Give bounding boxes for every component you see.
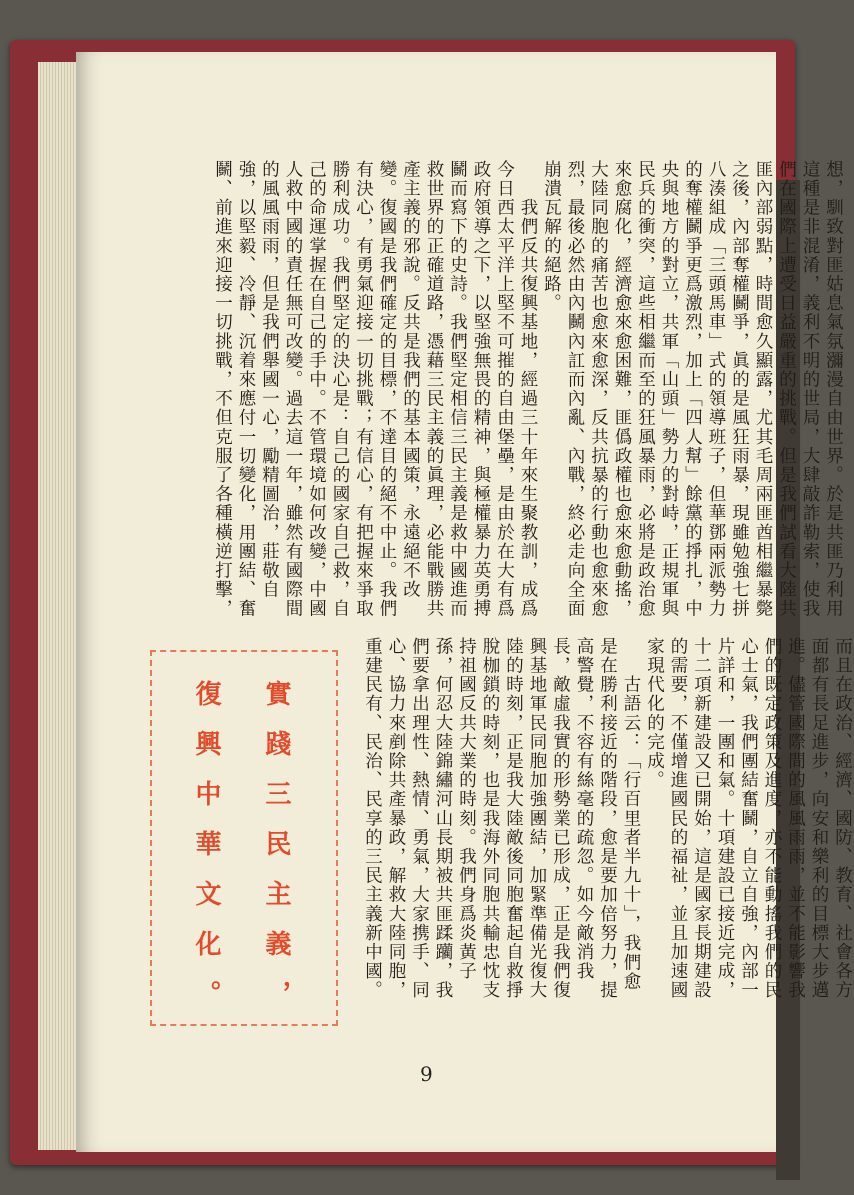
- page-number: 9: [420, 1062, 433, 1086]
- slogan-line-1: 實踐三民主義，: [261, 680, 291, 1030]
- slogan-frame: [150, 650, 338, 1026]
- slogan-line-2: 復興中華文化。: [191, 680, 221, 1030]
- bottom-right-text-block: 而且在政治、經濟、國防、教育、社會各方面都有長足進步，向安和樂利的目標大步邁進。儘管國際間的風風雨雨，並不能影響我們的既定政策及進度，亦不能動搖我們的民心士氣，我們團結奮鬭，自立自強，內部一片詳和，一團和氣。十項建設已接近完成，十二項新建設又已開始，這是國家長期建設的需要，不僅增進國民的福祉，並且加速國家現代化的完成。 古語云：「行百里者半九十」，我們愈是在勝利接近的階段，愈是要加倍努力，提高警覺，不容有絲毫的疏忽。如今敵消我長，敵虛我實的形勢業已形成，正是我們復興基地軍民同胞加強團結，加緊準備光復大陸的時刻，正是我大陸敵後同胞奮起自救掙脫枷鎖的時刻，也是我海外同胞共輸忠忱支持祖國反共大業的時刻。我們身爲炎黃子孫，何忍大陸錦繡河山長期被共匪蹂躪，我們要拿出理性、熱情、勇氣，大家携手、同心、協力來剷除共產暴政，解救大陸同胞，重建民有、民治、民享的三民主義新中國。: [362, 637, 853, 1000]
- top-text-block: 想，馴致對匪姑息氣氛瀰漫自由世界。於是共匪乃利用這種是非混淆，義利不明的世局，大肆敲詐勒索，使我們在國際上遭受日益嚴重的挑戰。但是我們試看大陸共匪內部弱點，時間愈久顯露，尤其毛周兩匪酋相繼暴斃之後，內部奪權鬭爭，眞的是風狂雨暴，現雖勉強七拼八湊組成「三頭馬車」式的領導班子，但華鄧兩派勢力的奪權鬭爭更爲激烈，加上「四人幫」餘黨的掙扎，中央與地方的對立，共軍「山頭」勢力的對峙，正規軍與民兵的衝突，這些相繼而至的狂風暴雨，必將是政治愈來愈腐化，經濟愈來愈困難，匪僞政權也愈來愈動搖，大陸同胞的痛苦也愈來愈深，反共抗暴的行動也愈來愈烈，最後必然由內鬭內訌而內亂、內戰，終必走向全面崩潰瓦解的絕路。 我們反共復興基地，經過三十年來生聚教訓，成爲今日西太平洋上堅不可摧的自由堡壘，是由於在大有爲政府領導之下，以堅強無畏的精神，與極權暴力英勇搏鬭而寫下的史詩。我們堅定相信三民主義是救中國進而救世界的正確道路，憑藉三民主義的眞理，必能戰勝共產主義的邪說。反共是我們的基本國策，永遠絕不改變。復國是我們確定的目標，不達目的絕不中止。我們有決心，有勇氣迎接一切挑戰；有信心，有把握來爭取勝利成功。我們堅定的決心是：自己的國家自己救，自己的命運掌握在自己的手中。不管環境如何改變，中國人救中國的責任無可改變。過去這一年，雖然有國際間的風風雨雨，但是我們舉國一心，勵精圖治，莊敬自強，以堅毅、冷靜、沉着來應付一切變化，用團結、奮鬭、前進來迎接一切挑戰，不但克服了各種橫逆打擊，: [212, 160, 844, 619]
- page-edges: [38, 62, 78, 1150]
